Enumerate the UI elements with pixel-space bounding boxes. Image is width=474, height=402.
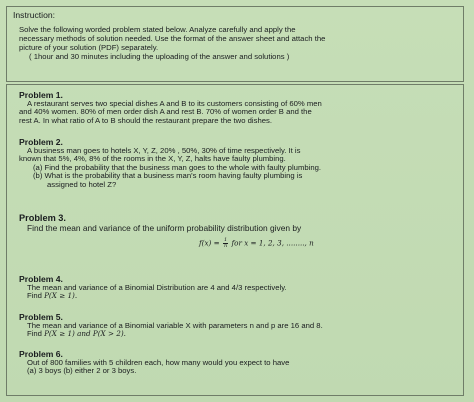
instruction-line-2: necessary methods of solution needed. Use the format of the answer sheet and attach the xyxy=(19,34,326,43)
instruction-box xyxy=(6,6,464,82)
problem-6-line-1: Out of 800 families with 5 children each, how many would you expect to have xyxy=(27,358,290,367)
formula-numerator: 1 xyxy=(223,237,228,243)
problem-6 xyxy=(19,349,459,376)
problem-6-title: Problem 6. xyxy=(19,349,63,359)
formula-denominator: n xyxy=(223,243,228,249)
problem-5 xyxy=(19,312,459,339)
problem-4-title: Problem 4. xyxy=(19,274,63,284)
problem-4-line-1: The mean and variance of a Binomial Distribution are 4 and 4/3 respectively. xyxy=(27,283,287,292)
problem-4-line-2 xyxy=(27,292,459,300)
problem-2 xyxy=(19,137,459,189)
instruction-line-3: picture of your solution (PDF) separately. xyxy=(19,43,159,52)
problem-4-find-label: Find xyxy=(27,291,45,301)
instruction-line-1: Solve the following worded problem stated below. Analyze carefully and apply the xyxy=(19,25,296,34)
problem-2-line-1: A business man goes to hotels X, Y, Z, 20% , 50%, 30% of time respectively. It is xyxy=(27,146,301,155)
problem-3 xyxy=(19,213,459,255)
problem-5-line-1: The mean and variance of a Binomial variable X with parameters n and p are 16 and 8. xyxy=(27,321,323,330)
problem-2-line-2: known that 5%, 4%, 8% of the rooms in the X, Y, Z, halts have faulty plumbing. xyxy=(19,154,286,164)
formula-equals: = xyxy=(213,238,220,248)
uniform-pdf-formula xyxy=(199,238,314,249)
problems-box xyxy=(6,84,464,396)
problem-5-title: Problem 5. xyxy=(19,312,63,322)
problem-3-title: Problem 3. xyxy=(19,213,66,223)
problem-1-line-2: and 40% women. 80% of men order dish A and rest B. 70% of women order B and the xyxy=(19,107,312,117)
problem-1 xyxy=(19,90,459,125)
problem-6-line-2: (a) 3 boys (b) either 2 or 3 boys. xyxy=(27,366,137,376)
problem-1-title: Problem 1. xyxy=(19,90,63,100)
problem-1-line-1: A restaurant serves two special dishes A and B to its customers consisting of 60% men xyxy=(27,99,322,108)
formula-fraction xyxy=(223,238,228,249)
problem-5-find-label: Find xyxy=(27,329,45,339)
problem-2-part-b-cont: assigned to hotel Z? xyxy=(47,179,117,189)
instruction-label: Instruction: xyxy=(13,10,56,20)
instruction-time-note: ( 1hour and 30 minutes including the uploading of the answer and solutions ) xyxy=(29,52,290,61)
problem-5-line-2 xyxy=(27,330,459,338)
problem-5-math: P(X ≥ 1) and P(X > 2). xyxy=(44,329,126,339)
problem-2-part-b: (b) What is the probability that a business man's room having faulty plumbing is xyxy=(33,171,303,181)
problem-2-title: Problem 2. xyxy=(19,137,63,147)
problem-2-part-a: (a) Find the probability that the business man goes to the whole with faulty plumbing. xyxy=(33,162,322,172)
problem-4 xyxy=(19,274,459,301)
problem-4-math: P(X ≥ 1). xyxy=(44,291,78,301)
problem-1-line-3: rest A. In what ratio of A to B should the restaurant prepare the two dishes. xyxy=(19,115,272,125)
problem-3-line-1: Find the mean and variance of the uniform probability distribution given by xyxy=(27,223,302,233)
formula-lhs: f(x) xyxy=(199,238,212,248)
formula-rhs: for x = 1, 2, 3, ........, n xyxy=(231,238,314,248)
